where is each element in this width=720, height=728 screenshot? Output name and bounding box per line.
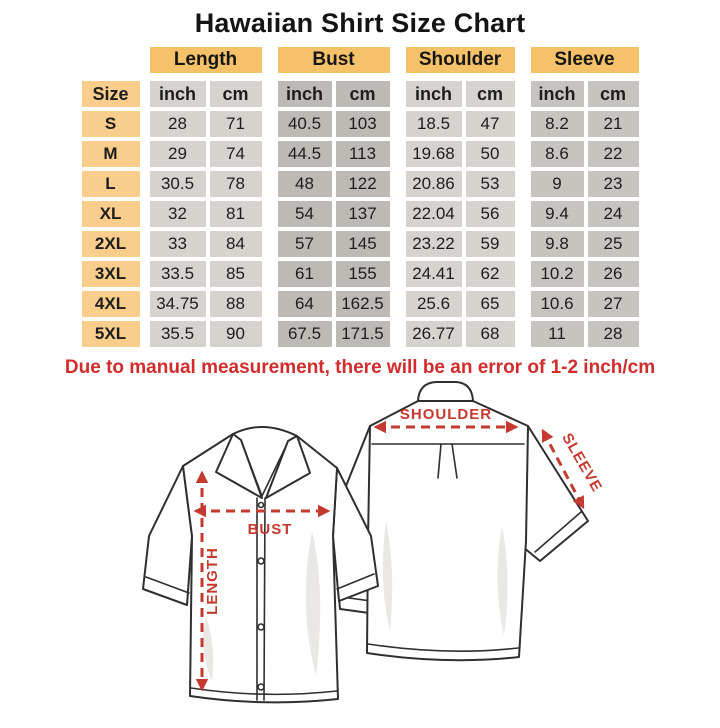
shoulder-inch-value: 22.04 [406,201,462,227]
bust-cm-value: 103 [336,111,390,137]
group-header-spacer [82,47,140,73]
bust-inch-value: 67.5 [278,321,332,347]
front-shirt [143,427,378,702]
sleeve-inch-value: 9 [531,171,584,197]
sleeve-cm-value: 28 [588,321,639,347]
shoulder-inch-value: 26.77 [406,321,462,347]
size-chart-table [82,47,639,347]
length-cm-value: 81 [210,201,262,227]
bust-inch-value: 44.5 [278,141,332,167]
table-row [82,261,639,287]
shoulder-label: SHOULDER [399,406,493,423]
length-cm-value: 74 [210,141,262,167]
length-cm-value: 85 [210,261,262,287]
size-label: XL [82,201,140,227]
shoulder-inch-value: 25.6 [406,291,462,317]
sleeve-cm-value: 21 [588,111,639,137]
shoulder-inch-value: 18.5 [406,111,462,137]
bust-inch-value: 64 [278,291,332,317]
length-inch-value: 35.5 [150,321,206,347]
measurement-note: Due to manual measurement, there will be an error of 1-2 inch/cm [64,357,656,378]
shirt-measurement-diagram [0,381,720,711]
length-inch-value: 33 [150,231,206,257]
unit-header-row [82,81,639,107]
shoulder-inch-value: 19.68 [406,141,462,167]
size-label: M [82,141,140,167]
length-inch-value: 29 [150,141,206,167]
bust-inch-value: 48 [278,171,332,197]
size-label: S [82,111,140,137]
sleeve-inch-value: 10.2 [531,261,584,287]
bust-cm-value: 155 [336,261,390,287]
table-row [82,111,639,137]
shoulder-cm-value: 50 [466,141,515,167]
length-cm-value: 71 [210,111,262,137]
bust-cm-header: cm [336,81,390,107]
length-inch-header: inch [150,81,206,107]
length-inch-value: 28 [150,111,206,137]
size-label: L [82,171,140,197]
sleeve-cm-value: 27 [588,291,639,317]
table-row [82,171,639,197]
shoulder-cm-value: 59 [466,231,515,257]
length-inch-value: 34.75 [150,291,206,317]
bust-inch-value: 57 [278,231,332,257]
length-cm-value: 84 [210,231,262,257]
length-cm-value: 88 [210,291,262,317]
length-cm-value: 90 [210,321,262,347]
table-row [82,291,639,317]
sleeve-cm-value: 23 [588,171,639,197]
bust-cm-value: 162.5 [336,291,390,317]
sleeve-inch-value: 10.6 [531,291,584,317]
group-header-length: Length [150,47,262,73]
table-row [82,231,639,257]
size-label: 5XL [82,321,140,347]
size-label: 2XL [82,231,140,257]
back-collar [418,382,473,401]
sleeve-cm-value: 26 [588,261,639,287]
table-row [82,201,639,227]
shoulder-cm-value: 53 [466,171,515,197]
length-label: LENGTH [204,547,221,615]
bust-cm-value: 113 [336,141,390,167]
length-cm-header: cm [210,81,262,107]
sleeve-inch-header: inch [531,81,584,107]
size-label: 3XL [82,261,140,287]
table-row [82,141,639,167]
sleeve-inch-value: 9.4 [531,201,584,227]
bust-inch-value: 40.5 [278,111,332,137]
shoulder-inch-value: 23.22 [406,231,462,257]
sleeve-inch-value: 11 [531,321,584,347]
sleeve-label: SLEEVE [558,430,606,496]
bust-inch-value: 61 [278,261,332,287]
group-header-shoulder: Shoulder [406,47,515,73]
sleeve-cm-value: 25 [588,231,639,257]
sleeve-cm-value: 22 [588,141,639,167]
size-label: 4XL [82,291,140,317]
sleeve-cm-header: cm [588,81,639,107]
sleeve-inch-value: 8.2 [531,111,584,137]
shoulder-inch-value: 20.86 [406,171,462,197]
shoulder-cm-value: 62 [466,261,515,287]
sleeve-inch-value: 8.6 [531,141,584,167]
shoulder-cm-value: 47 [466,111,515,137]
shoulder-cm-header: cm [466,81,515,107]
bust-cm-value: 122 [336,171,390,197]
bust-inch-header: inch [278,81,332,107]
bust-label: BUST [247,521,293,538]
size-header: Size [82,81,140,107]
shoulder-cm-value: 56 [466,201,515,227]
bust-cm-value: 137 [336,201,390,227]
length-inch-value: 33.5 [150,261,206,287]
group-header-sleeve: Sleeve [531,47,639,73]
shoulder-inch-value: 24.41 [406,261,462,287]
length-inch-value: 30.5 [150,171,206,197]
back-shirt [332,382,588,660]
sleeve-cm-value: 24 [588,201,639,227]
shoulder-cm-value: 68 [466,321,515,347]
group-header-bust: Bust [278,47,390,73]
shoulder-cm-value: 65 [466,291,515,317]
length-cm-value: 78 [210,171,262,197]
page-title: Hawaiian Shirt Size Chart [194,8,526,38]
bust-cm-value: 171.5 [336,321,390,347]
length-inch-value: 32 [150,201,206,227]
group-header-row [82,47,639,73]
bust-cm-value: 145 [336,231,390,257]
sleeve-inch-value: 9.8 [531,231,584,257]
bust-inch-value: 54 [278,201,332,227]
table-row [82,321,639,347]
shoulder-inch-header: inch [406,81,462,107]
